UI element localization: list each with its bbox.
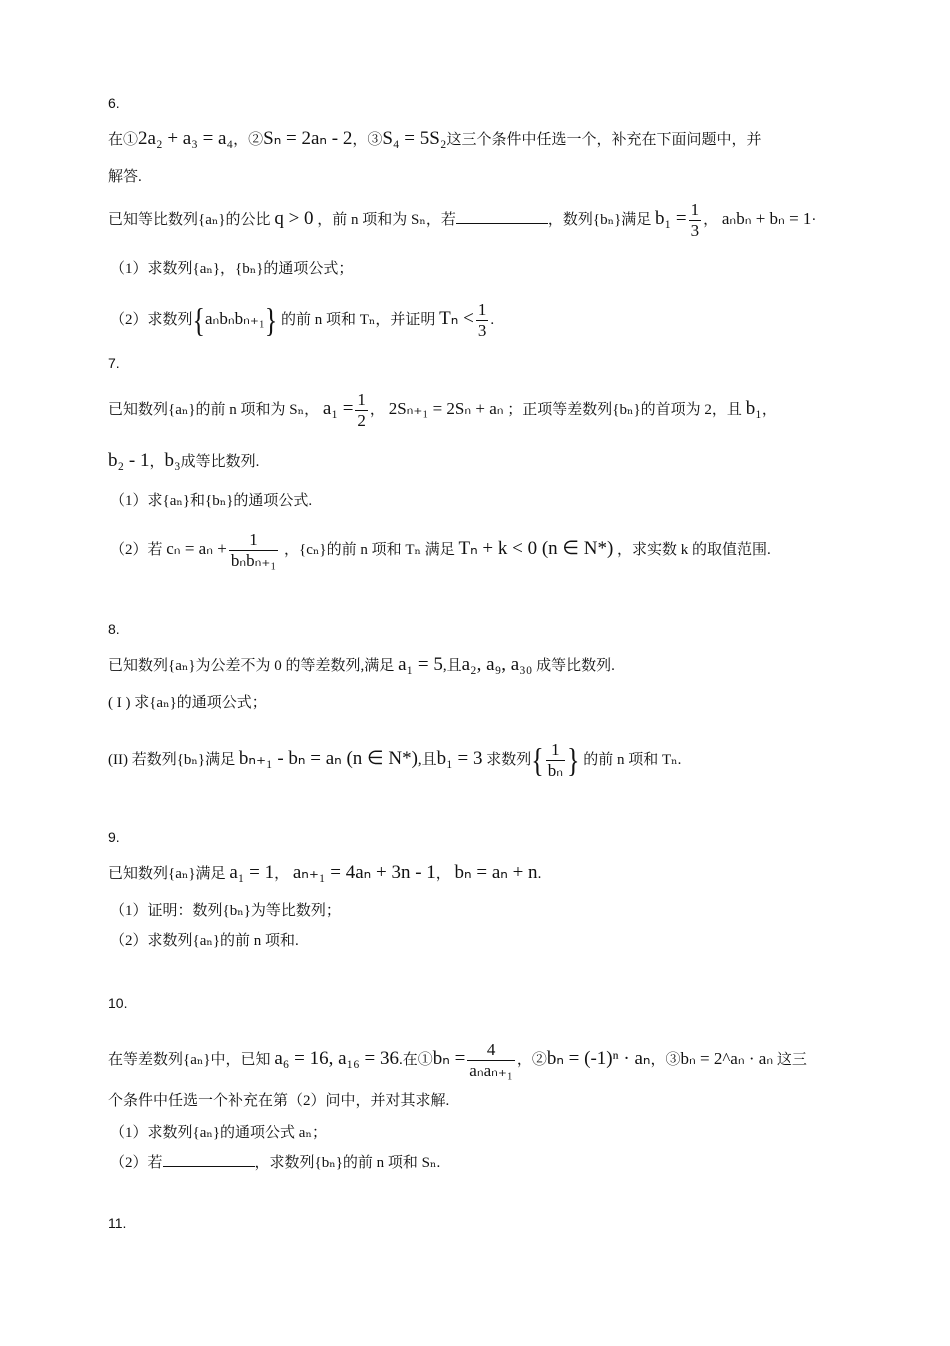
q6-b1-fraction: $\frac{1}{3}$ [690,200,700,240]
q9-recurrence: aₙ₊₁ = 4aₙ + 3n - 1 [292,862,436,883]
q7-a1: a₁ = [322,397,354,419]
q10-line-2: 个条件中任选一个补充在第（2）问中，并对其求解. [108,1093,450,1109]
q9-part-2: （2）求数列{aₙ}的前 n 项和. [110,933,299,949]
q9-stem: 已知数列{aₙ}满足 a₁ = 1， aₙ₊₁ = 4aₙ + 3n - 1， bₙ = aₙ + n. [108,862,542,883]
q10-given: a₆ = 16, a₁₆ = 36 [274,1047,399,1069]
q7-part-2: （2）若 cₙ = aₙ + $\frac{1}{\text{bₙbₙ₊₁}}$ ，{cₙ}的前 n 项和 Tₙ 满足 Tₙ + k < 0 (n ∈ N*) ，求实数 k 的取值范围. [110,530,771,570]
q7-recurrence: 2Sₙ₊₁ = 2Sₙ + aₙ [388,398,504,418]
q6-part2-set: aₙbₙbₙ₊₁ [205,308,265,328]
q7-inequality: Tₙ + k < 0 (n ∈ N*) [458,537,614,559]
q7-cn: cₙ = aₙ + [166,538,227,558]
q10-part-1: （1）求数列{aₙ}的通项公式 aₙ； [110,1125,327,1141]
q7-b1: b₁ [745,397,762,419]
q6-answer-blank [456,209,548,224]
question-number-10: 10. [108,995,128,1011]
q7-line-2: b₂ - 1，b₃成等比数列. [108,450,260,471]
q6-b1: b₁ = [655,207,687,229]
question-number-8: 8. [108,621,120,637]
q6-condition-3: S₄ = 5S₂ [382,128,447,149]
q8-terms: a₂, a₉, a₃₀ [461,654,533,675]
q8-part-2: (II) 若数列{bₙ}满足 bₙ₊₁ - bₙ = aₙ (n ∈ N*),且b₁ = 3 求数列{ $\frac{1}{\text{bₙ}}$ } 的前 n 项和 Tₙ. [108,740,682,780]
q10-condition-3: bₙ = 2^aₙ · aₙ [680,1048,774,1068]
q6-part-2: （2）求数列{aₙbₙbₙ₊₁} 的前 n 项和 Tₙ，并证明 Tₙ < $\frac{1}{3}$ . [110,300,495,340]
q6-part2-inequality: Tₙ < [439,307,474,329]
q9-part-1: （1）证明：数列{bₙ}为等比数列； [110,903,341,919]
question-number-11: 11. [108,1215,127,1231]
q8-b1: b₁ = 3 [436,747,483,769]
q6-conditions-line: 在①2a₂ + a₃ = a₄，②Sₙ = 2aₙ - 2，③S₄ = 5S₂这三个条件中任选一个，补充在下面问题中，并 [108,128,762,149]
q10-stem: 在等差数列{aₙ}中，已知 a₆ = 16, a₁₆ = 36.在①bₙ = $\frac{4}{\text{aₙaₙ₊₁}}$ ，②bₙ = (-1)ⁿ · aₙ，③bₙ = 2^aₙ · aₙ 这三 [108,1040,807,1080]
q10-condition-2: bₙ = (-1)ⁿ · aₙ [546,1047,651,1069]
question-number-6: 6. [108,95,120,111]
q10-answer-blank [163,1152,255,1167]
q7-a1-fraction: $\frac{1}{2}$ [357,390,366,430]
q8-set-fraction: $\frac{1}{\text{bₙ}}$ [547,740,564,780]
q8-stem: 已知数列{aₙ}为公差不为 0 的等差数列,满足 a₁ = 5,且a₂, a₉, a₃₀ 成等比数列. [108,654,615,675]
q10-condition-1: bₙ = [432,1047,466,1069]
q6-part2-fraction: $\frac{1}{3}$ [477,300,487,340]
q9-bn: bₙ = aₙ + n [454,862,538,883]
q10-part-2: （2）若 ，求数列{bₙ}的前 n 项和 Sₙ. [110,1152,440,1174]
q6-stem: 已知等比数列{aₙ}的公比 q > 0 ，前 n 项和为 Sₙ，若 ，数列{bₙ}满足 b₁ = $\frac{1}{3}$ ， aₙbₙ + bₙ = 1· [108,200,817,240]
q6-condition-2: Sₙ = 2aₙ - 2 [263,128,353,149]
q6-relation: aₙbₙ + bₙ = 1 [721,208,812,228]
q8-part-1: ( I ) 求{aₙ}的通项公式； [108,695,267,711]
q6-part-1: （1）求数列{aₙ}，{bₙ}的通项公式； [110,261,354,277]
q6-line-2: 解答. [108,169,142,185]
q8-recurrence: bₙ₊₁ - bₙ = aₙ (n ∈ N*) [238,747,418,769]
q6-ratio-condition: q > 0 [274,207,314,229]
q7-cn-fraction: $\frac{1}{\text{bₙbₙ₊₁}}$ [230,530,277,570]
q6-condition-1: 2a₂ + a₃ = a₄ [138,128,234,149]
q7-part-1: （1）求{aₙ}和{bₙ}的通项公式. [110,493,313,509]
question-number-9: 9. [108,829,120,845]
q9-a1: a₁ = 1 [229,862,275,883]
q7-stem: 已知数列{aₙ}的前 n 项和为 Sₙ， a₁ = $\frac{1}{2}$ ， 2Sₙ₊₁ = 2Sₙ + aₙ ；正项等差数列{bₙ}的首项为 2，且 b₁， [108,390,777,430]
q10-condition-1-fraction: $\frac{4}{\text{aₙaₙ₊₁}}$ [469,1040,513,1080]
q8-a1: a₁ = 5 [398,654,443,675]
question-number-7: 7. [108,355,120,371]
